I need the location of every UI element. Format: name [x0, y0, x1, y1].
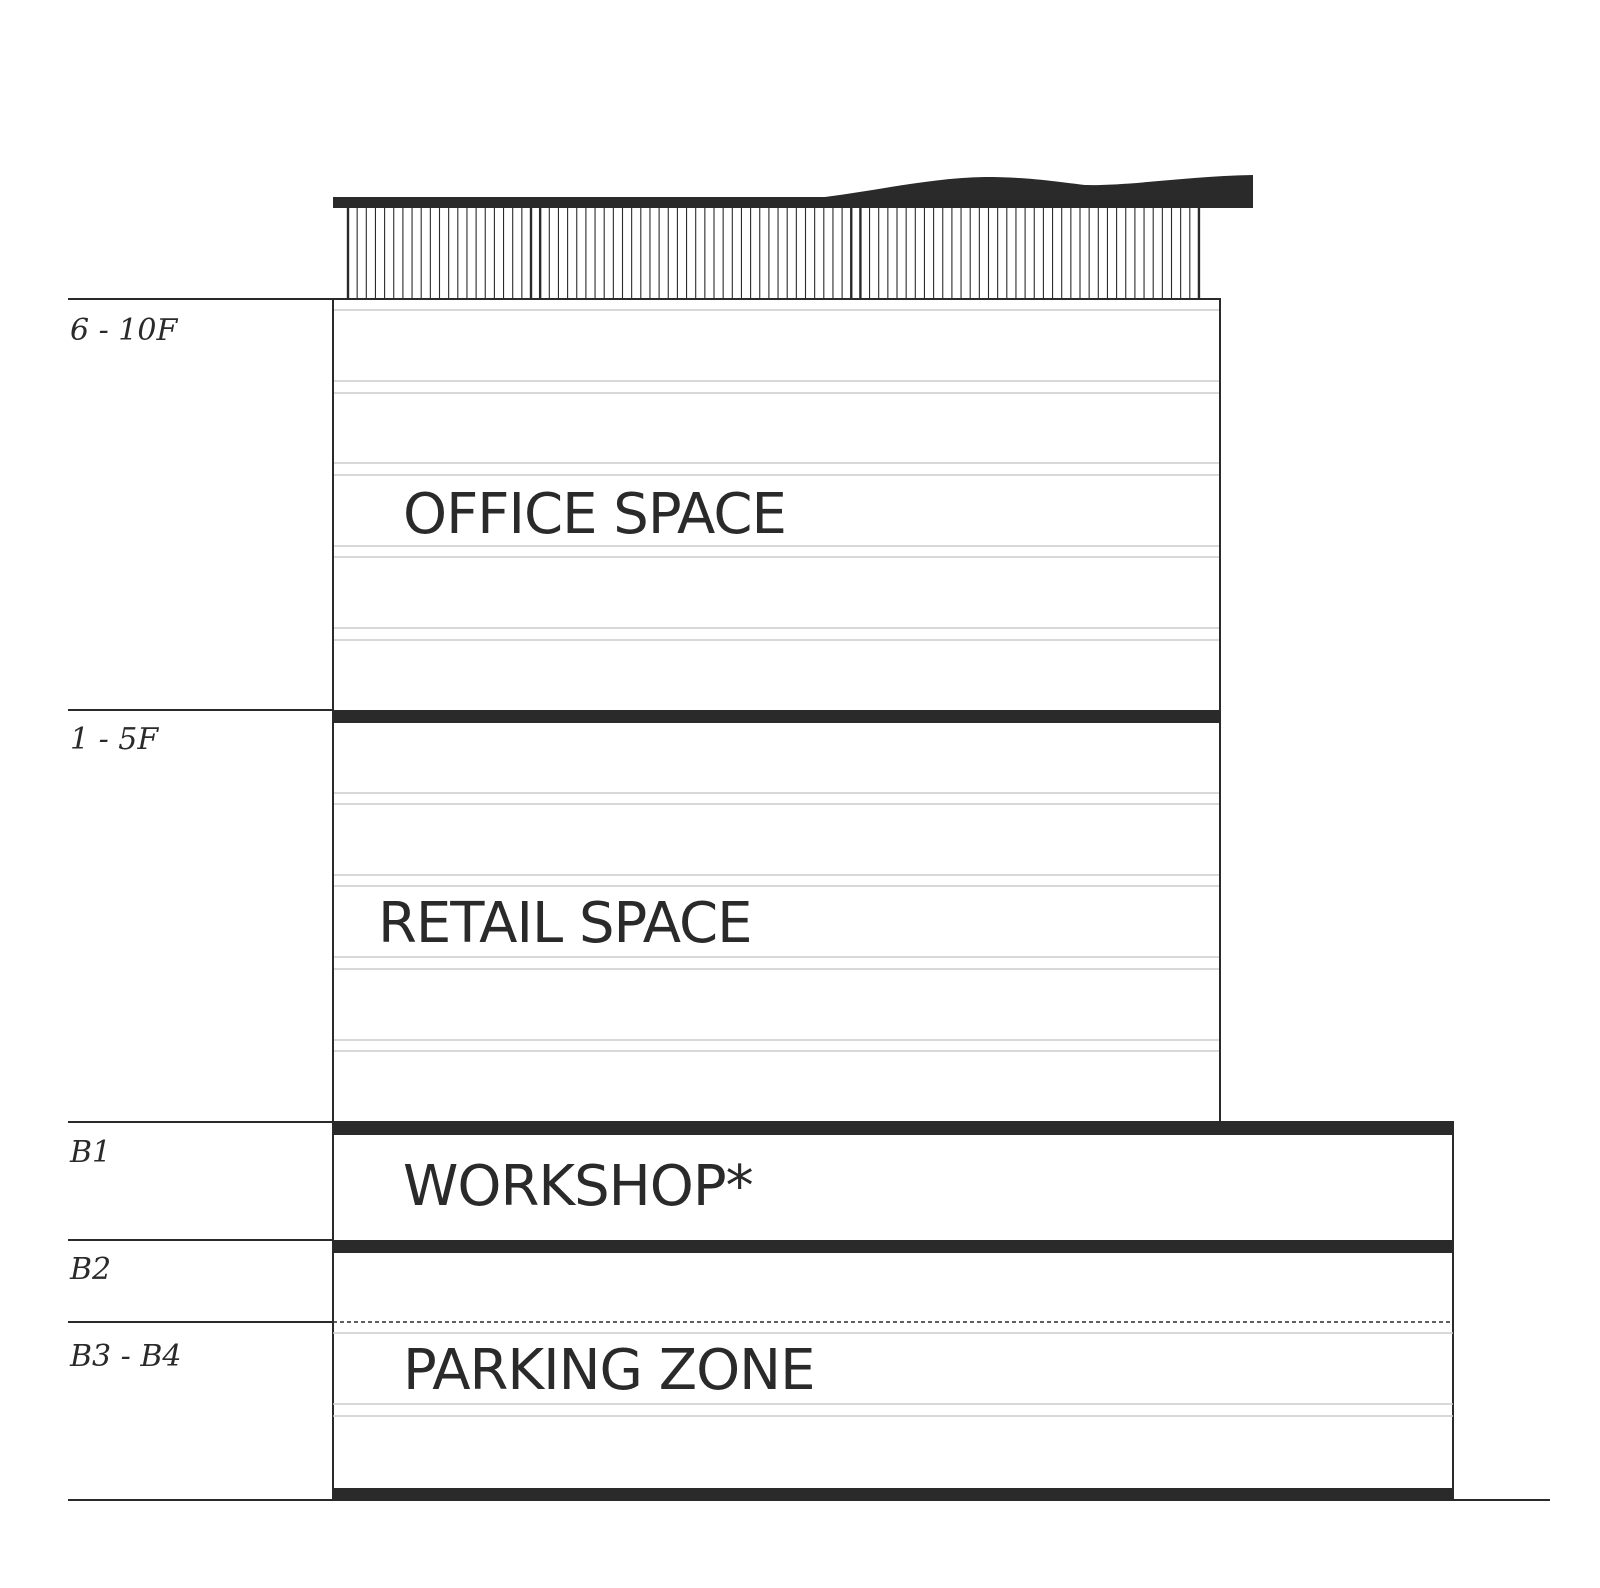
level-label-b1: B1 [70, 1135, 112, 1170]
zone-label-office: OFFICE SPACE [403, 482, 786, 547]
level-label-parking: B3 - B4 [70, 1339, 182, 1374]
zone-label-retail: RETAIL SPACE [378, 891, 752, 956]
zone-label-parking: PARKING ZONE [403, 1338, 815, 1403]
level-label-office: 6 - 10F [70, 313, 178, 348]
roof-slab [333, 175, 1253, 208]
slab-5f-6f [333, 710, 1220, 723]
foundation-slab [333, 1488, 1453, 1500]
slab-1f-b1 [333, 1122, 1453, 1135]
roof-canopy [333, 175, 1253, 299]
roof-columns [348, 208, 1199, 299]
level-label-b2: B2 [70, 1252, 112, 1287]
level-label-retail: 1 - 5F [70, 722, 159, 757]
zone-label-workshop: WORKSHOP* [403, 1154, 753, 1219]
slab-b1-b2 [333, 1240, 1453, 1253]
